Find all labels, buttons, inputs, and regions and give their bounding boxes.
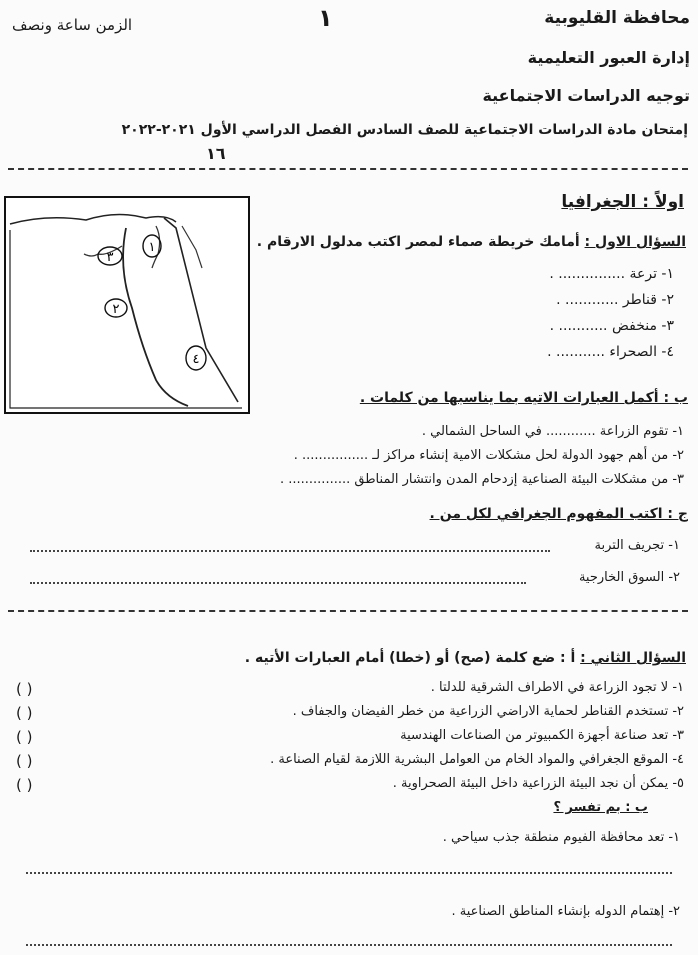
concept-item-1: ١- تجريف التربة: [594, 538, 680, 553]
map-item-1: ١- ترعة ............... .: [549, 266, 674, 282]
exam-time: الزمن ساعة ونصف: [12, 16, 133, 34]
map-marker-4: ٤: [192, 352, 200, 367]
governorate-name: محافظة القليوبية: [544, 8, 690, 28]
answer-line: [26, 944, 672, 946]
explain-item-2: ٢- إهتمام الدوله بإنشاء المناطق الصناعية .: [451, 904, 680, 919]
true-false-item-4: ٤- الموقع الجغرافي والمواد الخام من العوامل البشرية اللازمة لقيام الصناعة .: [270, 752, 684, 767]
page-mark: ١: [318, 4, 333, 32]
egypt-map-outline: [6, 198, 248, 412]
exam-title: إمتحان مادة الدراسات الاجتماعية للصف السادس الفصل الدراسي الأول ٢٠٢١-٢٠٢٢: [121, 122, 688, 138]
complete-item-3: ٣- من مشكلات البيئة الصناعية إزدحام المدن وانتشار المناطق ............... .: [279, 472, 684, 487]
answer-parentheses: ( ): [16, 704, 33, 722]
question-2-instruction: أ : ضع كلمة (صح) أو (خطا) أمام العبارات الأتيه .: [244, 650, 576, 666]
true-false-item-2: ٢- تستخدم القناطر لحماية الاراضي الزراعية من خطر الفيضان والجفاف .: [292, 704, 684, 719]
answer-parentheses: ( ): [16, 776, 33, 794]
map-marker-2: ٢: [112, 302, 120, 317]
complete-item-2: ٢- من أهم جهود الدولة لحل مشكلات الامية إنشاء مراكز لـ ................ .: [293, 448, 684, 463]
explain-title: ب : بم تفسر ؟: [553, 800, 648, 815]
answer-line: [30, 550, 550, 552]
section-title-geography: اولاً : الجغرافيا: [561, 192, 684, 212]
answer-parentheses: ( ): [16, 680, 33, 698]
question-1-instruction: أمامك خريطة صماء لمصر اكتب مدلول الارقام .: [256, 234, 580, 250]
part-c-title: ج : اكتب المفهوم الجغرافي لكل من .: [429, 506, 688, 522]
egypt-blank-map: [4, 196, 250, 414]
map-marker-3: ٣: [106, 250, 114, 265]
exam-number: ١٦: [206, 144, 226, 163]
answer-parentheses: ( ): [16, 728, 33, 746]
map-item-3: ٣- منخفض ........... .: [549, 318, 674, 334]
explain-item-1: ١- تعد محافظة الفيوم منطقة جذب سياحي .: [442, 830, 680, 845]
supervision-name: توجيه الدراسات الاجتماعية: [482, 86, 690, 105]
map-marker-1: ١: [148, 240, 156, 255]
divider: [8, 168, 688, 170]
question-2-label: السؤال الثاني :: [580, 650, 686, 666]
true-false-item-3: ٣- تعد صناعة أجهزة الكمبيوتر من الصناعات الهندسية: [400, 728, 684, 743]
question-1-label: السؤال الاول :: [584, 234, 686, 250]
divider: [8, 610, 688, 612]
part-b-title: ب : أكمل العبارات الاتيه بما يناسبها من كلمات .: [359, 390, 688, 406]
answer-line: [30, 582, 526, 584]
true-false-item-1: ١- لا تجود الزراعة في الاطراف الشرقية للدلتا .: [430, 680, 684, 695]
map-item-2: ٢- قناطر ............ .: [556, 292, 674, 308]
question-1-heading: [257, 234, 686, 250]
complete-item-1: ١- تقوم الزراعة ............ في الساحل الشمالي .: [421, 424, 684, 439]
answer-line: [26, 872, 672, 874]
question-2-heading: [245, 650, 686, 666]
map-item-4: ٤- الصحراء ........... .: [547, 344, 674, 360]
true-false-item-5: ٥- يمكن أن نجد البيئة الزراعية داخل البيئة الصحراوية .: [392, 776, 684, 791]
administration-name: إدارة العبور التعليمية: [527, 48, 690, 67]
concept-item-2: ٢- السوق الخارجية: [578, 570, 680, 585]
answer-parentheses: ( ): [16, 752, 33, 770]
